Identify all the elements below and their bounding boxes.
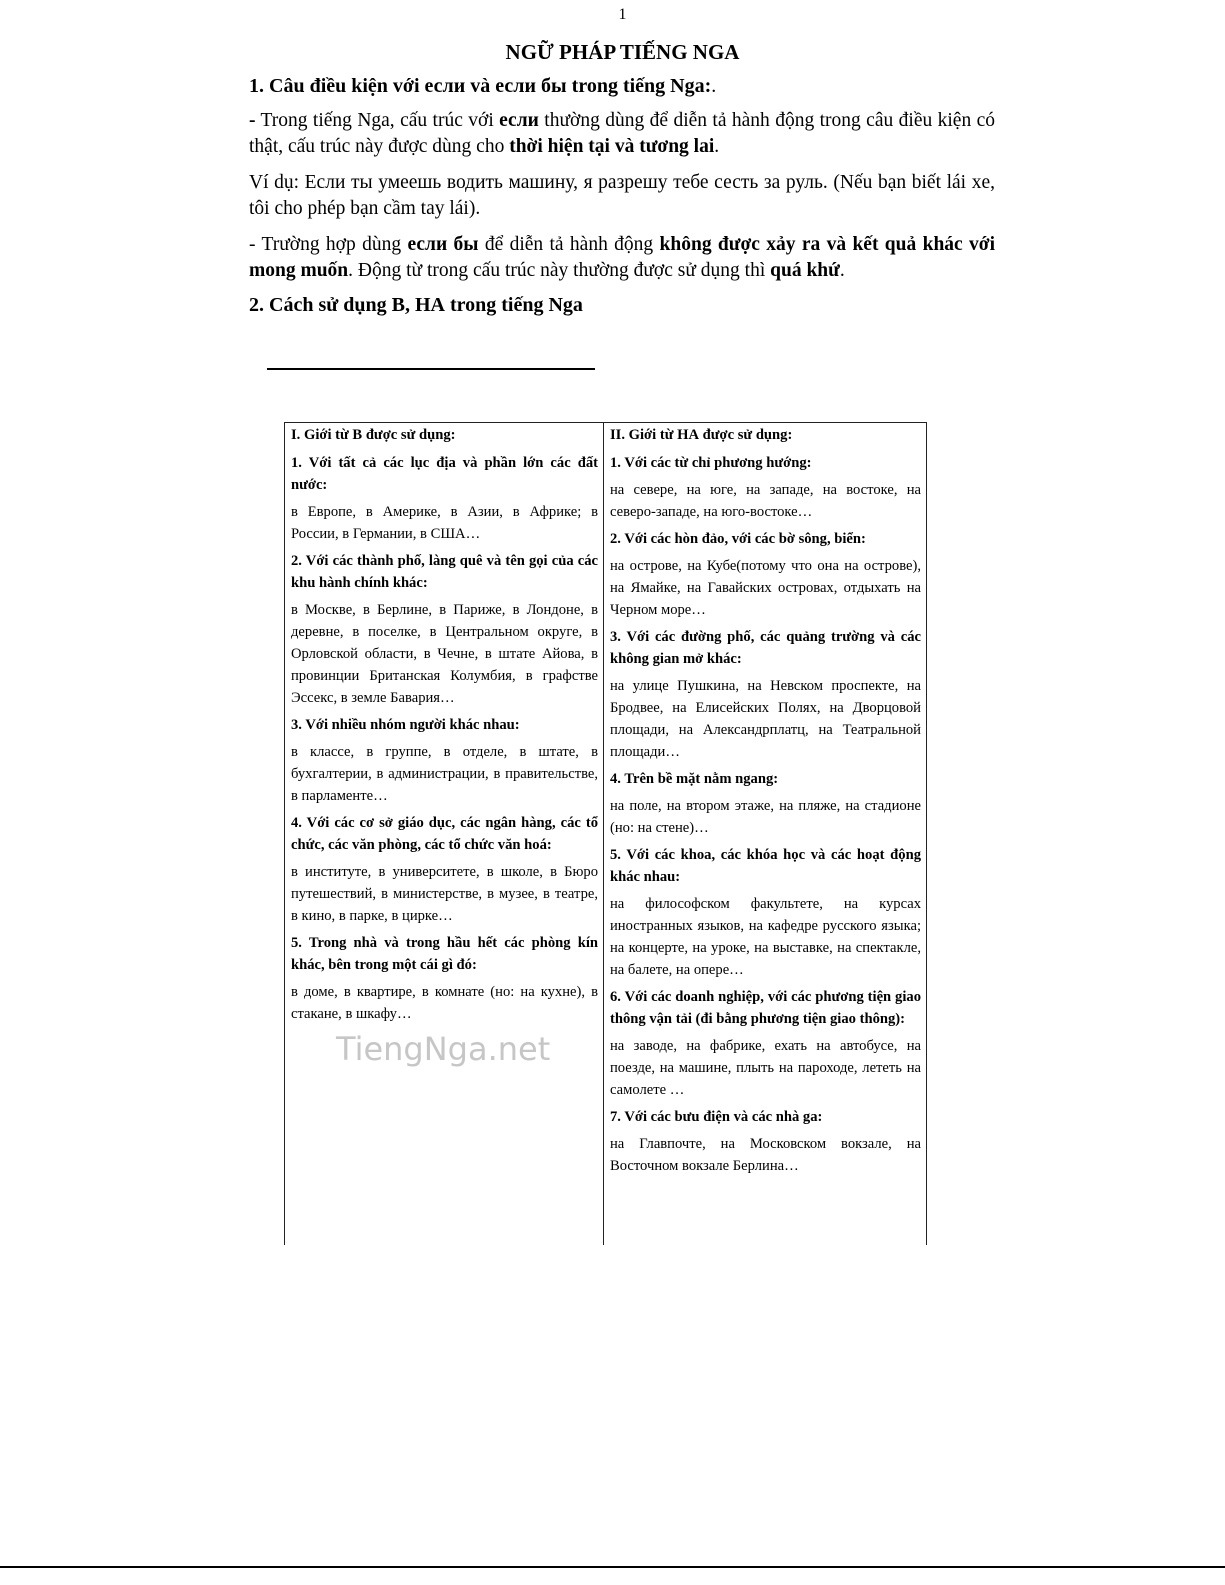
section2-heading: 2. Cách sử dụng В, НА trong tiếng Nga bbox=[249, 294, 583, 316]
rule-examples: в Москве, в Берлине, в Париже, в Лондоне, в деревне, в поселке, в Центральном округе, в Орловской области, в Чечне, в штате Айова, в провинции Британская Колумбия, в графстве Эссекс, в земле Бавария… bbox=[291, 602, 598, 706]
section1-heading: 1. Câu điều kiện với если và если бы trong tiếng Nga:. bbox=[249, 75, 717, 97]
rule-examples: на заводе, на фабрике, ехать на автобусе, на поезде, на машине, плыть на пароходе, лететь на самолете … bbox=[610, 1038, 921, 1098]
rule-heading: 4. Trên bề mặt nằm ngang: bbox=[610, 771, 779, 787]
column-title-b: I. Giới từ В được sử dụng: bbox=[291, 427, 456, 443]
rule-examples: на поле, на втором этаже, на пляже, на стадионе (но: на стене)… bbox=[610, 798, 921, 836]
rule-heading: 2. Với các thành phố, làng quê và tên gọi của các khu hành chính khác: bbox=[291, 553, 598, 591]
watermark: TiengNga.net bbox=[336, 1030, 551, 1068]
rule-examples: на Главпочте, на Московском вокзале, на Восточном вокзале Берлина… bbox=[610, 1136, 921, 1174]
rule-heading: 4. Với các cơ sở giáo dục, các ngân hàng, các tổ chức, các văn phòng, các tổ chức văn hoá: bbox=[291, 815, 598, 853]
rule-heading: 6. Với các doanh nghiệp, với các phương tiện giao thông vận tải (đi bằng phương tiện giao thông): bbox=[610, 989, 921, 1027]
rule-heading: 1. Với các từ chỉ phương hướng: bbox=[610, 455, 812, 471]
rule-heading: 7. Với các bưu điện và các nhà ga: bbox=[610, 1109, 823, 1125]
rule-examples: на улице Пушкина, на Невском проспекте, на Бродвее, на Елисейских Полях, на Дворцовой площади, на Александрплатц, на Театральной площади… bbox=[610, 678, 921, 760]
table-column-na bbox=[604, 423, 927, 1245]
section1-paragraph1: - Trong tiếng Nga, cấu trúc với если thường dùng để diễn tả hành động trong câu điều kiện có thật, cấu trúc này được dùng cho thời hiện tại và tương lai. bbox=[249, 110, 996, 157]
column-title-na: II. Giới từ НА được sử dụng: bbox=[610, 427, 793, 443]
separator-line bbox=[267, 368, 595, 370]
table-column-b bbox=[284, 423, 604, 1245]
page-number: 1 bbox=[618, 6, 627, 23]
bottom-rule bbox=[0, 1566, 1225, 1568]
rule-examples: на философском факультете, на курсах иностранных языков, на кафедре русского языка; на концерте, на уроке, на выставке, на спектакле, на балете, на опере… bbox=[610, 896, 921, 978]
document-title: NGỮ PHÁP TIẾNG NGA bbox=[505, 40, 740, 64]
rule-examples: на острове, на Кубе(потому что она на острове), на Ямайке, на Гавайских островах, отдыхать на Черном море… bbox=[610, 558, 921, 618]
rule-examples: в институте, в университете, в школе, в Бюро путешествий, в министерстве, в музее, в театре, в кино, в парке, в цирке… bbox=[291, 864, 598, 924]
prepositions-table bbox=[284, 422, 927, 1245]
rule-heading: 5. Trong nhà và trong hầu hết các phòng kín khác, bên trong một cái gì đó: bbox=[291, 935, 598, 973]
rule-heading: 1. Với tất cả các lục địa và phần lớn các đất nước: bbox=[291, 455, 598, 493]
rule-heading: 3. Với các đường phố, các quảng trường và các không gian mở khác: bbox=[610, 629, 921, 667]
rule-heading: 3. Với nhiều nhóm người khác nhau: bbox=[291, 717, 520, 733]
rule-heading: 2. Với các hòn đảo, với các bờ sông, biển: bbox=[610, 531, 866, 547]
section1-example: Ví dụ: Если ты умеешь водить машину, я разрешу тебе сесть за руль. (Nếu bạn biết lái xe, tôi cho phép bạn cầm tay lái). bbox=[249, 172, 995, 219]
rule-heading: 5. Với các khoa, các khóa học và các hoạt động khác nhau: bbox=[610, 847, 921, 885]
rule-examples: в Европе, в Америке, в Азии, в Африке; в России, в Германии, в США… bbox=[291, 504, 598, 542]
section1-paragraph2: - Trường hợp dùng если бы để diễn tả hành động không được xảy ra và kết quả khác với mong muốn. Động từ trong cấu trúc này thường được sử dụng thì quá khứ. bbox=[249, 234, 995, 281]
rule-examples: в классе, в группе, в отделе, в штате, в бухгалтерии, в администрации, в правительстве, в парламенте… bbox=[291, 744, 598, 804]
rule-examples: в доме, в квартире, в комнате (но: на кухне), в стакане, в шкафу… bbox=[291, 984, 598, 1022]
rule-examples: на севере, на юге, на западе, на востоке, на северо-западе, на юго-востоке… bbox=[610, 482, 921, 520]
